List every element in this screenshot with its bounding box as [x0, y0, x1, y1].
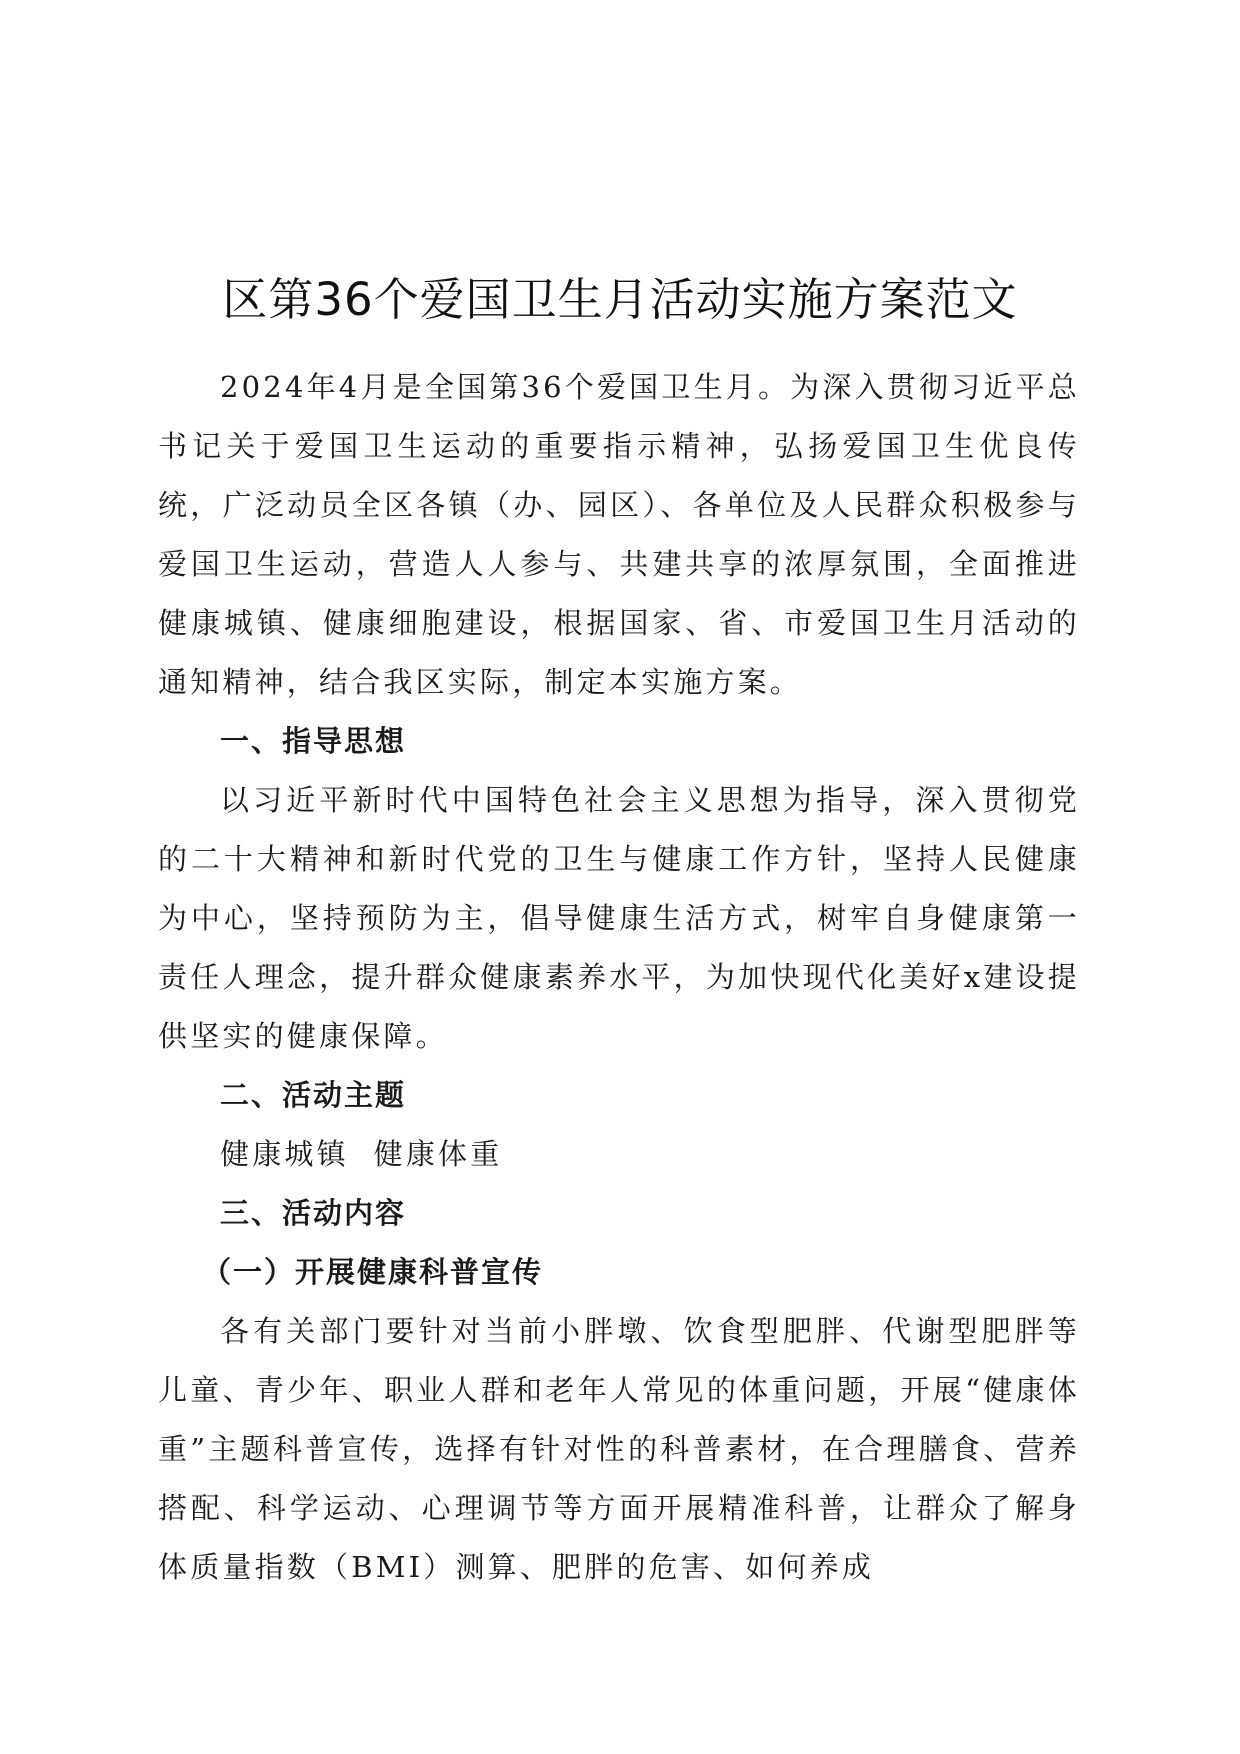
- section-heading-guiding-ideology: 一、指导思想: [220, 724, 407, 758]
- intro-paragraph: 2024年4月是全国第36个爱国卫生月。为深入贯彻习近平总书记关于爱国卫生运动的重要指示精神，弘扬爱国卫生优良传统，广泛动员全区各镇（办、园区）、各单位及人民群众积极参与爱国卫生运动，营造人人参与、共建共享的浓厚氛围，全面推进健康城镇、健康细胞建设，根据国家、省、市爱国卫生月活动的通知精神，结合我区实际，制定本实施方案。: [158, 370, 1080, 699]
- section-heading-activity-content: 三、活动内容: [220, 1196, 407, 1230]
- section-heading-activity-theme: 二、活动主题: [220, 1078, 407, 1112]
- document-body: [158, 358, 1080, 1597]
- health-education-paragraph: 各有关部门要针对当前小胖墩、饮食型肥胖、代谢型肥胖等儿童、青少年、职业人群和老年人常见的体重问题，开展“健康体重”主题科普宣传，选择有针对性的科普素材，在合理膳食、营养搭配、科学运动、心理调节等方面开展精准科普，让群众了解身体质量指数（BMI）测算、肥胖的危害、如何养成: [158, 1314, 1080, 1584]
- guiding-ideology-paragraph: 以习近平新时代中国特色社会主义思想为指导，深入贯彻党的二十大精神和新时代党的卫生与健康工作方针，坚持人民健康为中心，坚持预防为主，倡导健康生活方式，树牢自身健康第一责任人理念，提升群众健康素养水平，为加快现代化美好x建设提供坚实的健康保障。: [158, 783, 1080, 1053]
- activity-theme-text: 健康城镇 健康体重: [220, 1137, 503, 1171]
- subsection-heading-health-education: （一）开展健康科普宣传: [202, 1255, 544, 1289]
- document-title: 区第36个爱国卫生月活动实施方案范文: [222, 273, 1018, 326]
